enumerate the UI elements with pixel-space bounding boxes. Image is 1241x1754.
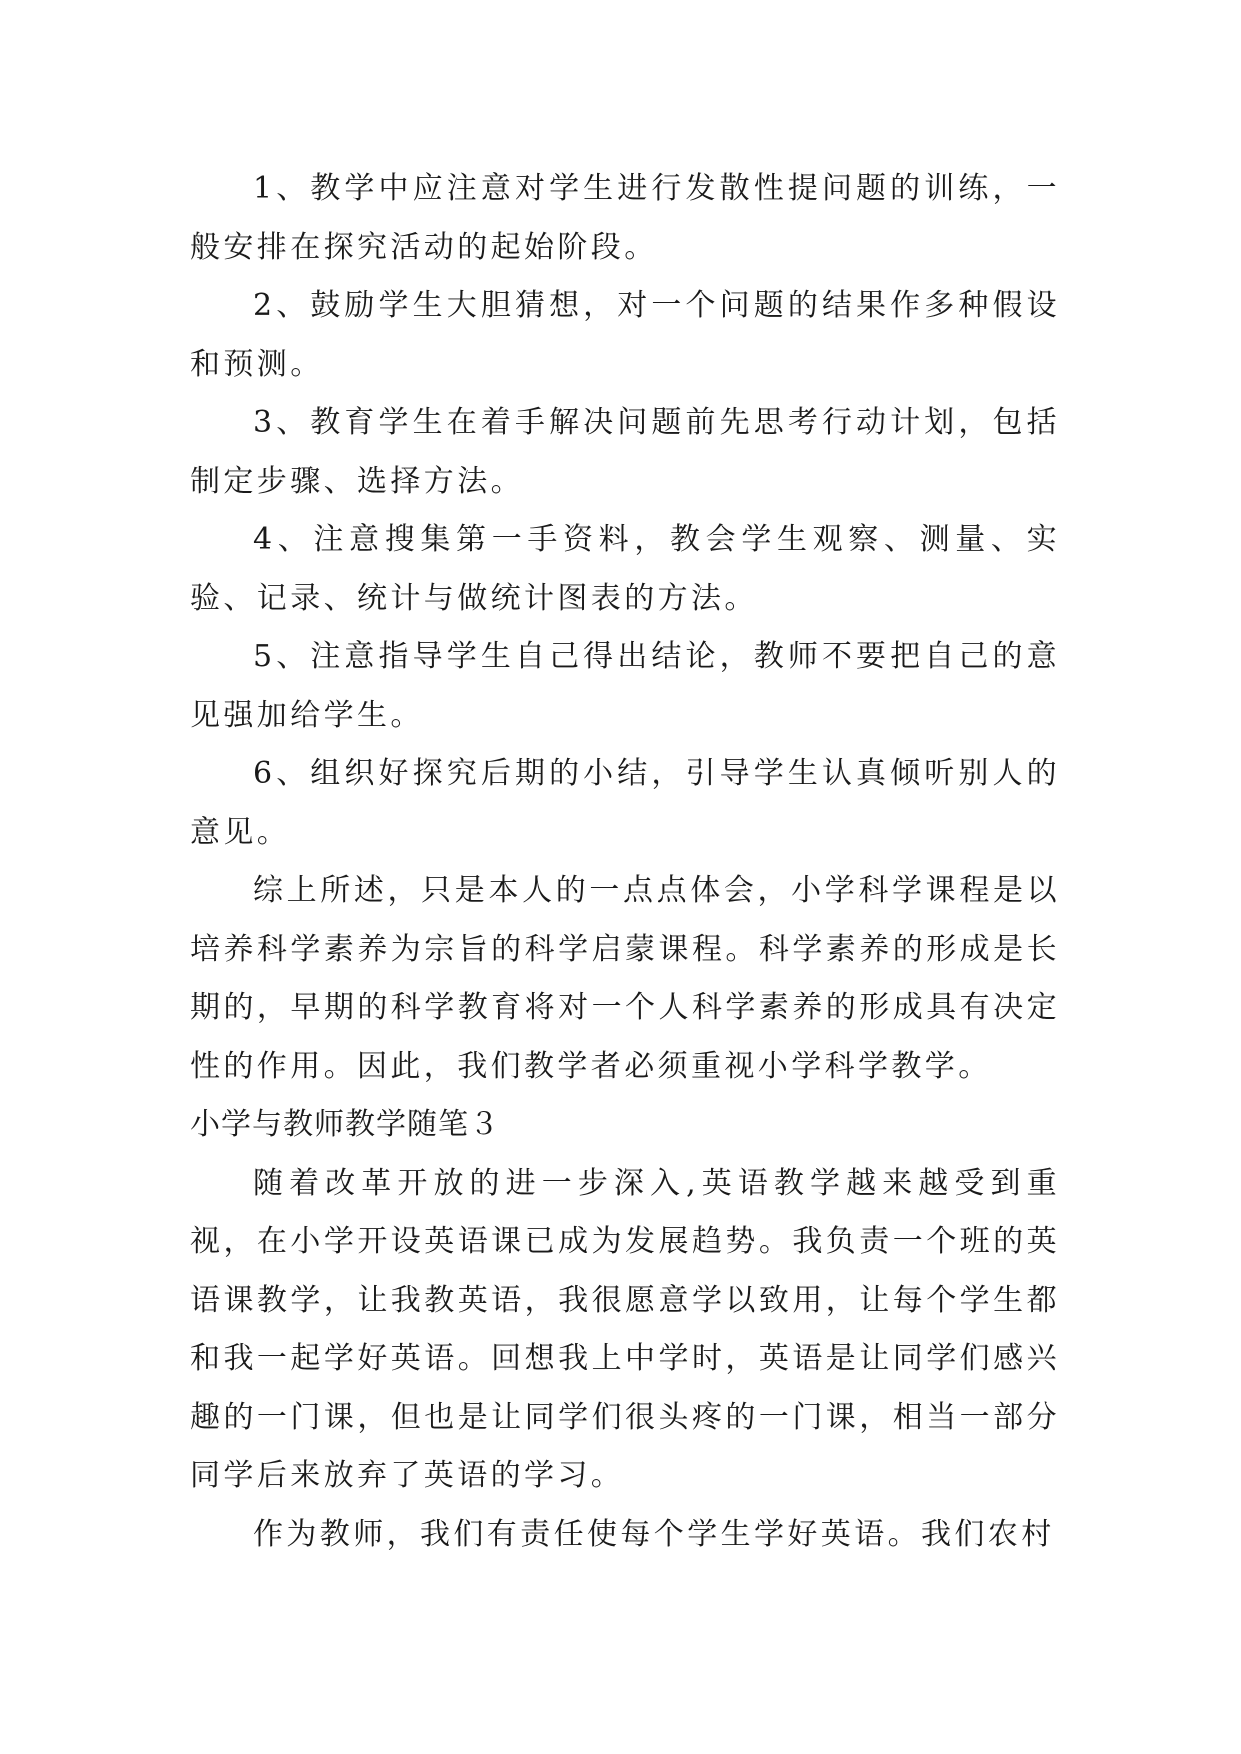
paragraph-4: 4、注意搜集第一手资料，教会学生观察、测量、实验、记录、统计与做统计图表的方法。 — [190, 522, 1060, 616]
section-heading: 小学与教师教学随笔３ — [190, 1107, 500, 1142]
paragraph-5: 5、注意指导学生自己得出结论，教师不要把自己的意见强加给学生。 — [190, 639, 1060, 733]
paragraph-3: 3、教育学生在着手解决问题前先思考行动计划，包括制定步骤、选择方法。 — [190, 405, 1060, 499]
paragraph-6: 6、组织好探究后期的小结，引导学生认真倾听别人的意见。 — [190, 756, 1060, 850]
essay-paragraph-2: 作为教师，我们有责任使每个学生学好英语。我们农村 — [253, 1516, 1055, 1552]
paragraph-1: 1、教学中应注意对学生进行发散性提问题的训练，一般安排在探究活动的起始阶段。 — [190, 171, 1060, 265]
essay-paragraph-1: 随着改革开放的进一步深入,英语教学越来越受到重视，在小学开设英语课已成为发展趋势。我负责一个班的英语课教学，让我教英语，我很愿意学以致用，让每个学生都和我一起学好英语。回想我上中学时，英语是让同学们感兴趣的一门课，但也是让同学们很头疼的一门课，相当一部分同学后来放弃了英语的学习。 — [190, 1165, 1060, 1493]
paragraph-2: 2、鼓励学生大胆猜想，对一个问题的结果作多种假设和预测。 — [190, 288, 1060, 382]
document-page — [190, 160, 1060, 1564]
summary-paragraph: 综上所述，只是本人的一点点体会，小学科学课程是以培养科学素养为宗旨的科学启蒙课程。科学素养的形成是长期的，早期的科学教育将对一个人科学素养的形成具有决定性的作用。因此，我们教学者必须重视小学科学教学。 — [190, 873, 1060, 1084]
